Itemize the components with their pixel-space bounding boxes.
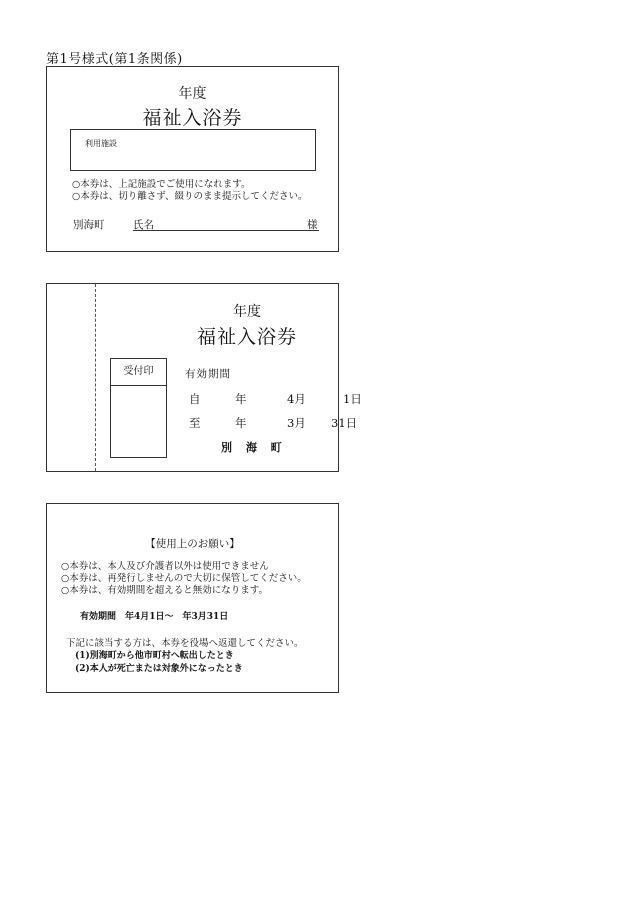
to-day: 31日 — [331, 416, 358, 430]
name-label: 氏名 — [133, 219, 154, 231]
facility-label: 利用施設 — [85, 139, 117, 148]
usage-note: ○本券は、上記施設でご使用になれます。 — [72, 179, 251, 190]
perforation-line — [95, 284, 96, 471]
from-day: 1日 — [343, 392, 362, 406]
honorific-label: 様 — [307, 219, 318, 231]
ticket-back-card — [46, 503, 339, 693]
return-condition: (2)本人が死亡または対象外になったとき — [75, 664, 243, 674]
from-year: 年 — [235, 392, 247, 406]
town-name: 別 海 町 — [221, 441, 282, 454]
validity-period: 有効期間 年4月1日～ 年3月31日 — [80, 612, 229, 622]
usage-rule: ○本券は、本人及び介護者以外は使用できません — [61, 561, 269, 572]
ticket-stub-card — [46, 283, 362, 472]
facility-box — [70, 129, 316, 171]
stamp-label: 受付印 — [111, 359, 166, 386]
return-note: 下記に該当する方は、本券を役場へ返還してください。 — [66, 638, 304, 649]
name-underline — [133, 230, 319, 231]
to-month: 3月 — [287, 416, 306, 430]
town-name: 別海町 — [73, 219, 105, 231]
usage-rule: ○本券は、再発行しませんので大切に保管してください。 — [61, 573, 307, 584]
ticket-title: 福祉入浴券 — [196, 326, 297, 348]
form-number-label: 第1号様式(第1条関係) — [46, 52, 183, 67]
reception-stamp-box — [110, 358, 167, 458]
return-condition: (1)別海町から他市町村へ転出したとき — [75, 651, 234, 661]
ticket-title: 福祉入浴券 — [142, 107, 243, 129]
to-prefix: 至 — [189, 416, 201, 430]
from-month: 4月 — [287, 392, 306, 406]
fiscal-year-label: 年度 — [178, 86, 207, 102]
usage-rule: ○本券は、有効期間を超えると無効になります。 — [61, 585, 269, 596]
validity-label: 有効期間 — [185, 368, 231, 380]
fiscal-year-label: 年度 — [233, 304, 261, 320]
to-year: 年 — [235, 416, 247, 430]
from-prefix: 自 — [189, 392, 201, 406]
usage-heading: 【使用上のお願い】 — [145, 538, 240, 550]
ticket-front-card — [46, 66, 339, 252]
usage-note: ○本券は、切り離さず、綴りのまま提示してください。 — [72, 191, 308, 202]
